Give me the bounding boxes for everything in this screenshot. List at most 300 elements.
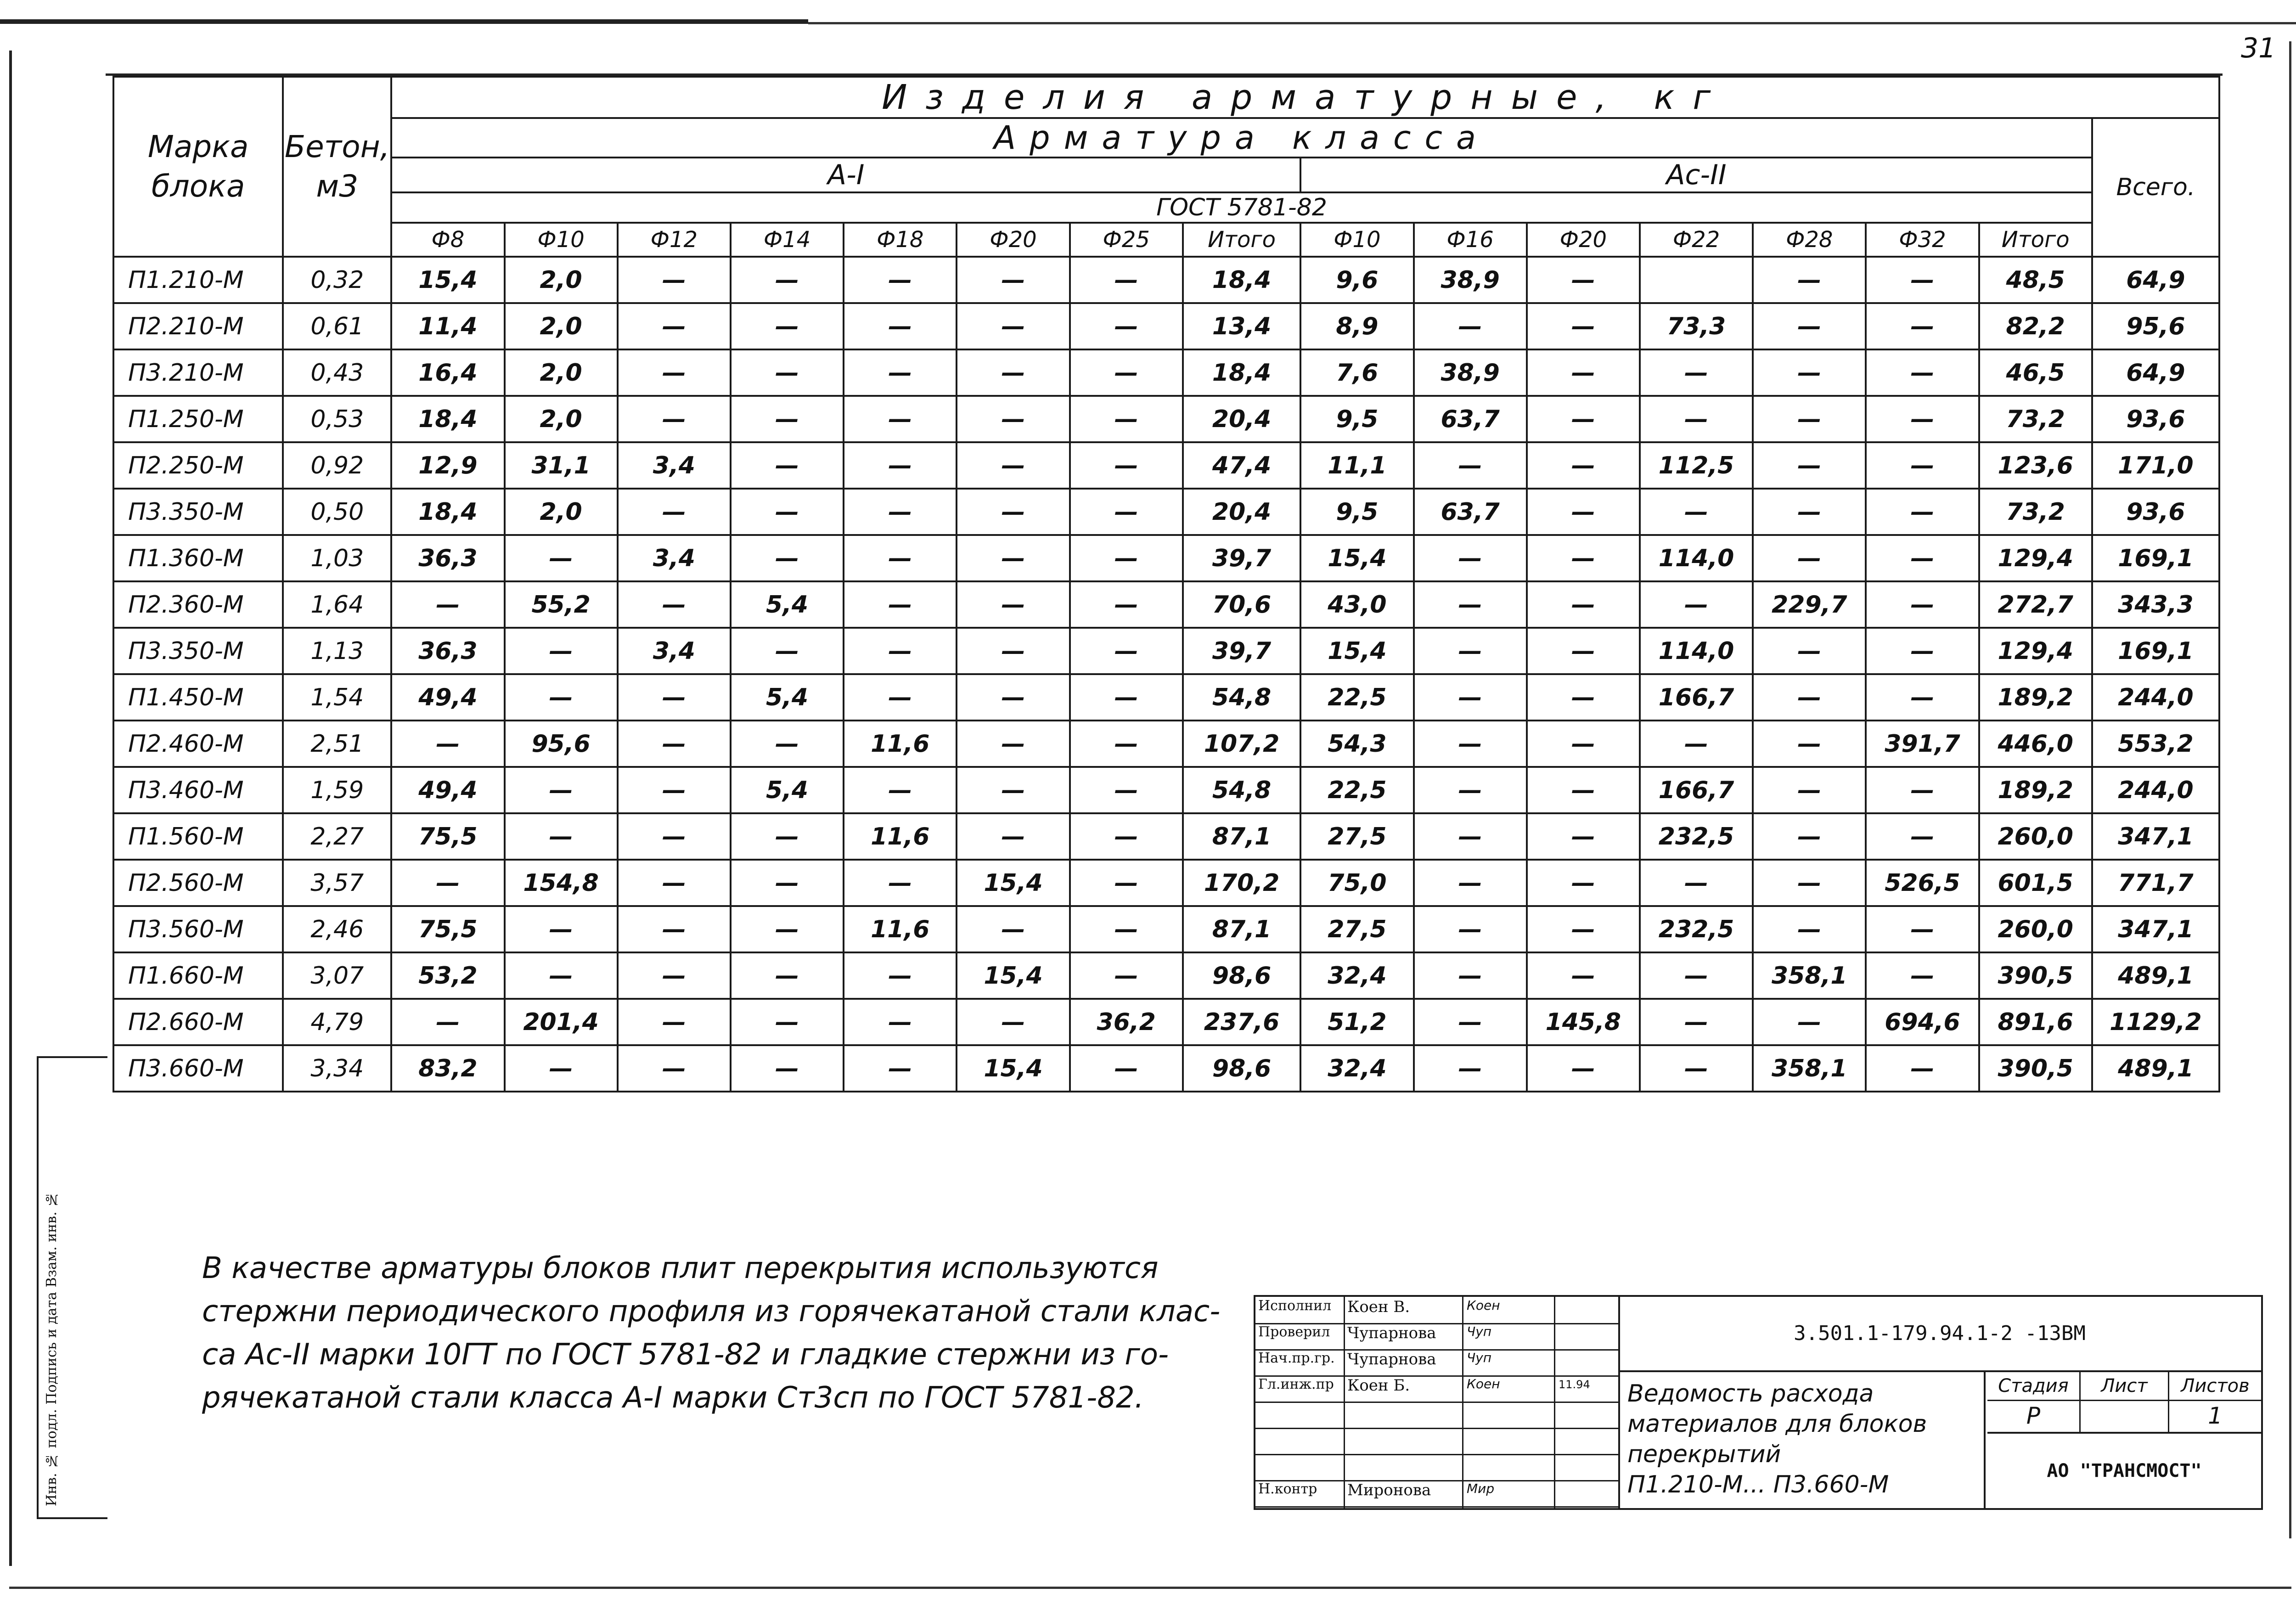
rebar-a1-value: — — [731, 396, 844, 442]
rebar-a2-value: 82,2 — [1979, 303, 2092, 349]
rebar-a2-value: — — [1414, 303, 1527, 349]
rebar-a1-value: 13,4 — [1183, 303, 1300, 349]
rebar-a1-value: — — [505, 906, 618, 952]
rebar-a2-value: 63,7 — [1414, 489, 1527, 535]
table-row — [113, 906, 2219, 952]
rebar-a1-value: — — [957, 303, 1069, 349]
concrete-volume: 0,53 — [283, 396, 391, 442]
rebar-a2-value: — — [1414, 442, 1527, 489]
stage-label: Стадия — [1987, 1372, 2081, 1400]
sheets-value: 1 — [2208, 1402, 2223, 1429]
rebar-a1-value: — — [1070, 767, 1183, 813]
table-row — [113, 767, 2219, 813]
rebar-a2-value: — — [1866, 349, 1979, 396]
col-header-diameter: Ф22 — [1640, 223, 1753, 257]
rebar-a2-value: — — [1527, 349, 1640, 396]
rebar-a1-value: — — [844, 349, 957, 396]
rebar-a2-value: — — [1866, 581, 1979, 628]
rebar-a2-value: 112,5 — [1640, 442, 1753, 489]
rebar-a2-value: — — [1414, 721, 1527, 767]
rebar-a2-value: 391,7 — [1866, 721, 1979, 767]
rebar-a2-value: — — [1866, 442, 1979, 489]
signer-role: Нач.пр.гр. — [1258, 1350, 1335, 1366]
rebar-a2-value: 32,4 — [1300, 1045, 1413, 1092]
rebar-a1-value: 15,4 — [391, 257, 504, 303]
rebar-a2-value: 601,5 — [1979, 860, 2092, 906]
header-gost: ГОСТ 5781-82 — [391, 192, 2092, 223]
rebar-a2-value: — — [1640, 860, 1753, 906]
block-mark: П2.460-М — [113, 721, 283, 767]
rebar-a1-value: — — [618, 581, 731, 628]
col-header-diameter: Ф8 — [391, 223, 504, 257]
table-row — [113, 999, 2219, 1045]
rebar-a2-value: 73,3 — [1640, 303, 1753, 349]
rebar-a2-value: — — [1753, 767, 1866, 813]
frame-border — [2289, 41, 2291, 1538]
rebar-a1-value: 16,4 — [391, 349, 504, 396]
title-line: П1.210-М... П3.660-М — [1627, 1471, 1889, 1498]
document-title — [1618, 1372, 1986, 1508]
total-value: 347,1 — [2092, 906, 2219, 952]
signer-signature: Чуп — [1467, 1350, 1492, 1365]
rebar-a2-value: 73,2 — [1979, 396, 2092, 442]
rebar-a2-value: — — [1414, 906, 1527, 952]
signature-row — [1255, 1323, 1618, 1351]
rebar-a1-value: — — [505, 535, 618, 581]
signature-row — [1255, 1480, 1618, 1508]
signer-signature: Коен — [1467, 1376, 1500, 1391]
rebar-a1-value: — — [618, 489, 731, 535]
rebar-a1-value: — — [844, 1045, 957, 1092]
rebar-a1-value: — — [731, 535, 844, 581]
rebar-a2-value — [1640, 257, 1753, 303]
rebar-a2-value: — — [1866, 767, 1979, 813]
organization: АО "ТРАНСМОСТ" — [2047, 1460, 2202, 1481]
block-mark: П3.460-М — [113, 767, 283, 813]
rebar-a1-value: — — [731, 628, 844, 674]
rebar-a2-value: — — [1527, 303, 1640, 349]
concrete-volume: 2,27 — [283, 813, 391, 860]
rebar-a1-value: 20,4 — [1183, 489, 1300, 535]
rebar-a1-value: 107,2 — [1183, 721, 1300, 767]
rebar-a1-value: 36,3 — [391, 535, 504, 581]
concrete-volume: 1,03 — [283, 535, 391, 581]
rebar-a2-value: — — [1866, 1045, 1979, 1092]
rebar-a1-value: — — [844, 860, 957, 906]
concrete-volume: 3,34 — [283, 1045, 391, 1092]
rebar-a1-value: — — [618, 952, 731, 999]
sheet-label: Лист — [2081, 1372, 2169, 1400]
col-header-diameter: Ф20 — [1527, 223, 1640, 257]
rebar-a1-value: 3,4 — [618, 535, 731, 581]
rebar-a2-value: 229,7 — [1753, 581, 1866, 628]
signer-role: Н.контр — [1258, 1481, 1317, 1497]
materials-table — [113, 76, 2220, 1092]
rebar-a1-value: — — [505, 628, 618, 674]
rebar-a1-value: — — [618, 999, 731, 1045]
rebar-a2-value: — — [1527, 674, 1640, 721]
rebar-a1-value: 75,5 — [391, 906, 504, 952]
rebar-a1-value: — — [957, 489, 1069, 535]
concrete-volume: 1,64 — [283, 581, 391, 628]
col-header-diameter: Ф32 — [1866, 223, 1979, 257]
rebar-a2-value: 123,6 — [1979, 442, 2092, 489]
rebar-a2-value: — — [1640, 349, 1753, 396]
block-mark: П1.450-М — [113, 674, 283, 721]
rebar-a2-value: — — [1866, 952, 1979, 999]
rebar-a2-value: 694,6 — [1866, 999, 1979, 1045]
rebar-a2-value: — — [1527, 396, 1640, 442]
table-row — [113, 442, 2219, 489]
rebar-a1-value: — — [957, 999, 1069, 1045]
rebar-a2-value: 891,6 — [1979, 999, 2092, 1045]
rebar-a1-value: — — [957, 535, 1069, 581]
total-value: 489,1 — [2092, 952, 2219, 999]
rebar-a1-value: — — [957, 906, 1069, 952]
concrete-volume: 1,13 — [283, 628, 391, 674]
rebar-a1-value: 53,2 — [391, 952, 504, 999]
rebar-a1-value: — — [505, 1045, 618, 1092]
rebar-a2-value: 73,2 — [1979, 489, 2092, 535]
rebar-a1-value: 3,4 — [618, 628, 731, 674]
rebar-a2-value: — — [1753, 489, 1866, 535]
rebar-a1-value: — — [1070, 489, 1183, 535]
rebar-a1-value: — — [731, 489, 844, 535]
concrete-volume: 1,54 — [283, 674, 391, 721]
signature-row — [1255, 1454, 1618, 1481]
rebar-a2-value: 129,4 — [1979, 628, 2092, 674]
rebar-a2-value: — — [1640, 952, 1753, 999]
rebar-a2-value: 145,8 — [1527, 999, 1640, 1045]
rebar-a1-value: 18,4 — [391, 489, 504, 535]
rebar-a1-value: 18,4 — [1183, 349, 1300, 396]
rebar-a1-value: — — [618, 349, 731, 396]
signer-role: Гл.инж.пр — [1258, 1376, 1334, 1392]
sheets-label: Листов — [2181, 1375, 2250, 1396]
signer-name: Миронова — [1347, 1481, 1431, 1499]
rebar-a2-value: — — [1753, 721, 1866, 767]
rebar-a1-value: — — [957, 721, 1069, 767]
rebar-a2-value: — — [1527, 767, 1640, 813]
rebar-a1-value: 87,1 — [1183, 813, 1300, 860]
header-main: Изделия арматурные, кг — [391, 77, 2219, 118]
rebar-a1-value: — — [844, 767, 957, 813]
col-header-diameter: Итого — [1979, 223, 2092, 257]
rebar-a2-value: 189,2 — [1979, 674, 2092, 721]
rebar-a1-value: — — [1070, 721, 1183, 767]
rebar-a2-value: 27,5 — [1300, 906, 1413, 952]
rebar-a1-value: 154,8 — [505, 860, 618, 906]
rebar-a2-value: — — [1640, 396, 1753, 442]
rebar-a1-value: 70,6 — [1183, 581, 1300, 628]
rebar-a2-value: — — [1640, 489, 1753, 535]
rebar-a2-value: — — [1866, 813, 1979, 860]
rebar-a2-value: 51,2 — [1300, 999, 1413, 1045]
sheet-value — [2081, 1400, 2169, 1432]
rebar-a2-value: — — [1866, 303, 1979, 349]
rebar-a2-value: 9,5 — [1300, 396, 1413, 442]
rebar-a1-value: — — [844, 303, 957, 349]
rebar-a1-value: — — [957, 396, 1069, 442]
concrete-volume: 0,92 — [283, 442, 391, 489]
block-mark: П2.250-М — [113, 442, 283, 489]
total-value: 1129,2 — [2092, 999, 2219, 1045]
rebar-a2-value: 189,2 — [1979, 767, 2092, 813]
table-row — [113, 860, 2219, 906]
rebar-a1-value: — — [957, 767, 1069, 813]
total-value: 489,1 — [2092, 1045, 2219, 1092]
signer-name: Коен В. — [1347, 1298, 1410, 1316]
rebar-a1-value: 54,8 — [1183, 674, 1300, 721]
rebar-a1-value: — — [618, 906, 731, 952]
rebar-a1-value: — — [618, 303, 731, 349]
rebar-a1-value: 20,4 — [1183, 396, 1300, 442]
rebar-a1-value: — — [1070, 628, 1183, 674]
rebar-a1-value: 11,4 — [391, 303, 504, 349]
total-value: 93,6 — [2092, 489, 2219, 535]
rebar-a1-value: — — [391, 999, 504, 1045]
rebar-a1-value: 36,3 — [391, 628, 504, 674]
title-line: Ведомость расхода — [1627, 1380, 1874, 1408]
rebar-a2-value: — — [1527, 257, 1640, 303]
rebar-a2-value: 272,7 — [1979, 581, 2092, 628]
concrete-volume: 1,59 — [283, 767, 391, 813]
rebar-a2-value: 15,4 — [1300, 535, 1413, 581]
rebar-a1-value: 49,4 — [391, 767, 504, 813]
rebar-a2-value: 446,0 — [1979, 721, 2092, 767]
signature-row — [1255, 1349, 1618, 1377]
block-mark: П3.350-М — [113, 489, 283, 535]
signer-date: 11.94 — [1559, 1378, 1590, 1391]
concrete-volume: 2,46 — [283, 906, 391, 952]
rebar-a1-value: — — [618, 721, 731, 767]
rebar-a1-value: — — [844, 489, 957, 535]
rebar-a2-value: — — [1527, 1045, 1640, 1092]
stage-header — [1987, 1372, 2261, 1401]
col-header-concrete: Бетон, м3 — [283, 77, 391, 257]
rebar-a1-value: — — [731, 349, 844, 396]
rebar-a2-value: 22,5 — [1300, 674, 1413, 721]
rebar-a2-value: — — [1414, 674, 1527, 721]
rebar-a2-value: 22,5 — [1300, 767, 1413, 813]
rebar-a1-value: 12,9 — [391, 442, 504, 489]
rebar-a1-value: 95,6 — [505, 721, 618, 767]
rebar-a2-value: — — [1753, 813, 1866, 860]
rebar-a1-value: — — [391, 721, 504, 767]
concrete-volume: 0,32 — [283, 257, 391, 303]
rebar-a2-value: 358,1 — [1753, 952, 1866, 999]
rebar-a1-value: 15,4 — [957, 860, 1069, 906]
rebar-a1-value: 83,2 — [391, 1045, 504, 1092]
rebar-a2-value: — — [1866, 396, 1979, 442]
col-header-diameter: Ф12 — [618, 223, 731, 257]
col-header-diameter: Ф25 — [1070, 223, 1183, 257]
document-code: 3.501.1-179.94.1-2 -13ВМ — [1618, 1297, 2261, 1372]
rebar-a2-value: — — [1527, 906, 1640, 952]
total-value: 244,0 — [2092, 767, 2219, 813]
rebar-a2-value: — — [1414, 860, 1527, 906]
rebar-a1-value: 18,4 — [391, 396, 504, 442]
rebar-a1-value: — — [731, 860, 844, 906]
rebar-a2-value: — — [1640, 721, 1753, 767]
signer-signature: Чуп — [1467, 1324, 1492, 1339]
rebar-a2-value: — — [1414, 1045, 1527, 1092]
scan-top-line — [808, 22, 2296, 24]
table-row — [113, 581, 2219, 628]
header-class-a1: А-I — [391, 158, 1300, 192]
rebar-a2-value: — — [1866, 628, 1979, 674]
rebar-a1-value: — — [1070, 349, 1183, 396]
block-mark: П2.660-М — [113, 999, 283, 1045]
block-mark: П3.210-М — [113, 349, 283, 396]
rebar-a2-value: — — [1414, 767, 1527, 813]
rebar-a2-value: 63,7 — [1414, 396, 1527, 442]
rebar-a2-value: 260,0 — [1979, 906, 2092, 952]
rebar-a1-value: 54,8 — [1183, 767, 1300, 813]
col-header-total: Всего. — [2092, 118, 2219, 257]
total-value: 771,7 — [2092, 860, 2219, 906]
rebar-a1-value: 2,0 — [505, 349, 618, 396]
rebar-a2-value: 11,1 — [1300, 442, 1413, 489]
total-value: 171,0 — [2092, 442, 2219, 489]
col-header-diameter: Ф14 — [731, 223, 844, 257]
rebar-a1-value: — — [1070, 674, 1183, 721]
rebar-a2-value: — — [1527, 489, 1640, 535]
stage-value: Р — [1987, 1400, 2081, 1432]
rebar-a2-value: 232,5 — [1640, 813, 1753, 860]
rebar-a1-value: — — [1070, 535, 1183, 581]
rebar-a1-value: 98,6 — [1183, 1045, 1300, 1092]
rebar-a1-value: — — [1070, 952, 1183, 999]
rebar-a1-value: 237,6 — [1183, 999, 1300, 1045]
rebar-a2-value: — — [1414, 999, 1527, 1045]
rebar-a1-value: — — [618, 396, 731, 442]
block-mark: П2.210-М — [113, 303, 283, 349]
rebar-a2-value: — — [1414, 628, 1527, 674]
signature-row — [1255, 1297, 1618, 1324]
rebar-a2-value: — — [1753, 396, 1866, 442]
block-mark: П2.360-М — [113, 581, 283, 628]
rebar-a1-value: 170,2 — [1183, 860, 1300, 906]
rebar-a2-value: 43,0 — [1300, 581, 1413, 628]
rebar-a2-value: 9,5 — [1300, 489, 1413, 535]
rebar-a1-value: 18,4 — [1183, 257, 1300, 303]
rebar-a1-value: 11,6 — [844, 721, 957, 767]
rebar-a1-value: 5,4 — [731, 674, 844, 721]
rebar-a1-value: — — [1070, 813, 1183, 860]
rebar-a2-value: — — [1753, 674, 1866, 721]
rebar-a2-value: — — [1753, 860, 1866, 906]
rebar-a2-value: 38,9 — [1414, 349, 1527, 396]
rebar-a1-value: — — [731, 257, 844, 303]
block-mark: П1.210-М — [113, 257, 283, 303]
rebar-a2-value: 15,4 — [1300, 628, 1413, 674]
rebar-a2-value: — — [1753, 999, 1866, 1045]
note-line: са Ас-II марки 10ГТ по ГОСТ 5781-82 и гладкие стержни из го- — [202, 1338, 1169, 1372]
rebar-a2-value: — — [1640, 581, 1753, 628]
rebar-a1-value: — — [957, 349, 1069, 396]
rebar-a2-value: 7,6 — [1300, 349, 1413, 396]
signer-role: Исполнил — [1258, 1298, 1332, 1314]
rebar-a1-value: — — [618, 257, 731, 303]
rebar-a1-value: — — [1070, 257, 1183, 303]
signer-signature: Мир — [1467, 1481, 1495, 1496]
rebar-a1-value: 11,6 — [844, 906, 957, 952]
signer-signature: Коен — [1467, 1298, 1500, 1313]
rebar-a2-value: 526,5 — [1866, 860, 1979, 906]
rebar-a2-value: 114,0 — [1640, 628, 1753, 674]
frame-border — [9, 1587, 2291, 1589]
block-mark: П1.360-М — [113, 535, 283, 581]
rebar-a2-value: 75,0 — [1300, 860, 1413, 906]
rebar-a2-value: — — [1866, 257, 1979, 303]
table-row — [113, 721, 2219, 767]
rebar-a1-value: — — [731, 999, 844, 1045]
rebar-a2-value: — — [1527, 628, 1640, 674]
rebar-a2-value: 260,0 — [1979, 813, 2092, 860]
signature-row — [1255, 1375, 1618, 1403]
rebar-a1-value: 2,0 — [505, 303, 618, 349]
block-mark: П1.660-М — [113, 952, 283, 999]
rebar-a1-value: 55,2 — [505, 581, 618, 628]
rebar-a1-value: — — [618, 813, 731, 860]
rebar-a1-value: — — [391, 860, 504, 906]
rebar-a2-value: — — [1527, 442, 1640, 489]
table-row — [113, 489, 2219, 535]
total-value: 343,3 — [2092, 581, 2219, 628]
total-value: 244,0 — [2092, 674, 2219, 721]
rebar-a1-value: 49,4 — [391, 674, 504, 721]
block-mark: П3.350-М — [113, 628, 283, 674]
rebar-a2-value: 27,5 — [1300, 813, 1413, 860]
rebar-a1-value: 201,4 — [505, 999, 618, 1045]
total-value: 169,1 — [2092, 628, 2219, 674]
rebar-a1-value: — — [391, 581, 504, 628]
concrete-volume: 4,79 — [283, 999, 391, 1045]
rebar-a2-value: 114,0 — [1640, 535, 1753, 581]
table-row — [113, 349, 2219, 396]
rebar-a2-value: — — [1753, 257, 1866, 303]
total-value: 95,6 — [2092, 303, 2219, 349]
total-value: 64,9 — [2092, 257, 2219, 303]
rebar-a1-value: — — [844, 952, 957, 999]
rebar-a2-value: 54,3 — [1300, 721, 1413, 767]
rebar-a1-value: 5,4 — [731, 767, 844, 813]
rebar-a1-value: — — [731, 442, 844, 489]
title-block — [1254, 1295, 2263, 1510]
rebar-a1-value: — — [618, 674, 731, 721]
rebar-a1-value: — — [505, 952, 618, 999]
rebar-a2-value: 46,5 — [1979, 349, 2092, 396]
signer-name: Чупарнова — [1347, 1350, 1436, 1368]
rebar-a2-value: — — [1527, 721, 1640, 767]
rebar-a2-value: — — [1527, 952, 1640, 999]
rebar-a2-value: 38,9 — [1414, 257, 1527, 303]
concrete-volume: 2,51 — [283, 721, 391, 767]
rebar-a1-value: — — [505, 674, 618, 721]
rebar-a1-value: — — [844, 628, 957, 674]
rebar-a1-value: 39,7 — [1183, 535, 1300, 581]
rebar-a1-value: — — [957, 813, 1069, 860]
rebar-a1-value: — — [957, 257, 1069, 303]
rebar-a1-value: 31,1 — [505, 442, 618, 489]
title-line: материалов для блоков — [1627, 1410, 1927, 1438]
rebar-a1-value: 2,0 — [505, 396, 618, 442]
rebar-a2-value: — — [1414, 952, 1527, 999]
rebar-a1-value: 98,6 — [1183, 952, 1300, 999]
rebar-a2-value: — — [1866, 906, 1979, 952]
rebar-a2-value: 48,5 — [1979, 257, 2092, 303]
